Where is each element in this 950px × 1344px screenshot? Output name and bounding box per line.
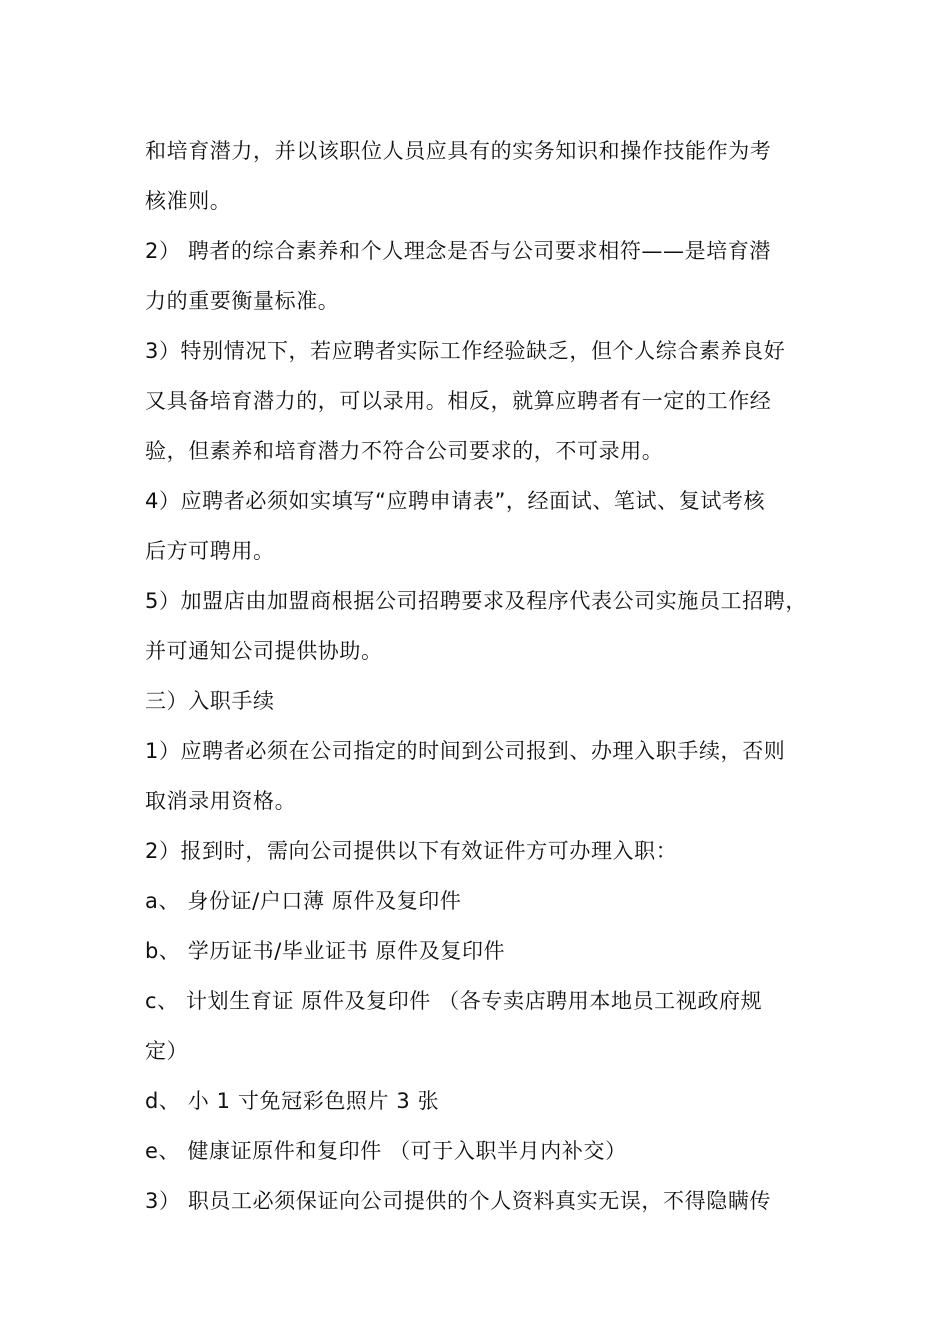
text-line-14: 取消录用资格。 xyxy=(145,789,297,813)
text-line-3: 2） 聘者的综合素养和个人理念是否与公司要求相符——是培育潜 xyxy=(145,239,772,263)
list-item-d: d、 小 1 寸免冠彩色照片 3 张 xyxy=(145,1089,440,1113)
text-line-13: 1）应聘者必须在公司指定的时间到公司报到、办理入职手续，否则 xyxy=(145,739,786,763)
text-line-6: 又具备培育潜力的，可以录用。相反，就算应聘者有一定的工作经 xyxy=(145,389,772,413)
list-item-b: b、 学历证书/毕业证书 原件及复印件 xyxy=(145,939,506,963)
list-item-c-continued: 定） xyxy=(145,1039,189,1063)
list-item-a: a、 身份证/户口薄 原件及复印件 xyxy=(145,889,462,913)
list-item-c: c、 计划生育证 原件及复印件 （各专卖店聘用本地员工视政府规 xyxy=(145,989,763,1013)
text-line-10: 5）加盟店由加盟商根据公司招聘要求及程序代表公司实施员工招聘， xyxy=(145,589,807,613)
text-line-5: 3）特别情况下，若应聘者实际工作经验缺乏，但个人综合素养良好 xyxy=(145,339,786,363)
text-line-1: 和培育潜力，并以该职位人员应具有的实务知识和操作技能作为考 xyxy=(145,139,772,163)
section-heading: 三）入职手续 xyxy=(145,689,275,713)
text-line-22: 3） 职员工必须保证向公司提供的个人资料真实无误，不得隐瞒传 xyxy=(145,1189,772,1213)
list-item-e: e、 健康证原件和复印件 （可于入职半月内补交） xyxy=(145,1139,627,1163)
text-line-9: 后方可聘用。 xyxy=(145,539,275,563)
text-line-15: 2）报到时，需向公司提供以下有效证件方可办理入职： xyxy=(145,839,678,863)
text-line-8: 4）应聘者必须如实填写“应聘申请表”，经面试、笔试、复试考核 xyxy=(145,489,766,513)
text-line-2: 核准则。 xyxy=(145,189,232,213)
text-line-7: 验，但素养和培育潜力不符合公司要求的，不可录用。 xyxy=(145,439,664,463)
text-line-4: 力的重要衡量标准。 xyxy=(145,289,340,313)
text-line-11: 并可通知公司提供协助。 xyxy=(145,639,383,663)
